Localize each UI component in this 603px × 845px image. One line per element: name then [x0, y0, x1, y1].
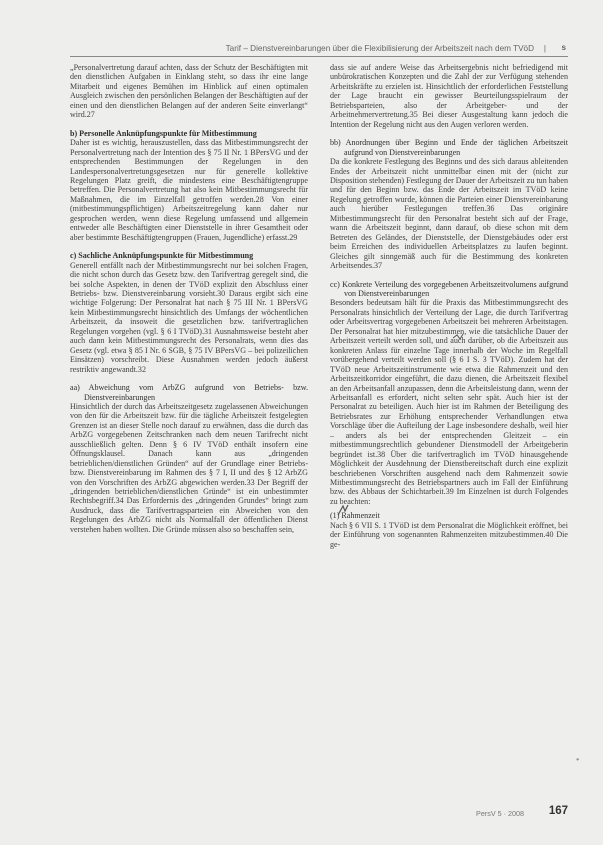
running-header-title: Tarif – Dienstvereinbarungen über die Flexibilisierung der Arbeitszeit nach dem TVöD — [225, 44, 534, 53]
section-aa-text: Hinsichtlich der durch das Arbeitszeitgesetz zugelassenen Abweichungen von den für die Arbeitszeit bzw. für die tägliche Arbeitszeit festgelegten Grenzen ist an dieser Stelle noch darauf zu erwähnen, dass die durch das ArbZG vorgegebenen Zeitschranken nach dem neuen Tarifrecht nicht ausschließlich gelten. Denn § 6 IV TVöD enthält insofern eine Öffnungsklausel. Danach kann aus „dringenden betrieblichen/dienstlichen Gründen“ auf der Grundlage einer Betriebs- bzw. Dienstvereinbarung im Rahmen des § 7 I, II und des § 12 ArbZG von den Vorschriften des ArbZG abgewichen werden.33 Der Begriff der „dringenden betrieblichen/dienstlichen Gründe“ ist ein unbestimmter Rechtsbegriff.34 Das Erfordernis des „dringenden Grundes“ bringt zum Ausdruck, dass die Tarifvertragsparteien ein Abweichen von den Regelungen des ArbZG nicht als Normalfall der öffentlichen Dienst verstehen haben wollten. Die Gründe müssen also so beschaffen sein, — [70, 401, 308, 534]
running-header — [70, 42, 568, 57]
left-intro-paragraph: „Personalvertretung darauf achten, dass der Schutz der Beschäftigten mit den dienstlichen Aufgaben in Einklang steht, so dass ihr eine lange Mitarbeit und eigenes Bemühen im Hinblick auf einen optimalen Ausgleich zwischen den persönlichen Belangen der Beschäftigten auf der einen und den dienstlichen Belangen auf der anderen Seite einverlangt“ wird.27 — [70, 63, 308, 120]
right-column — [330, 63, 568, 549]
section-bb-heading: bb) Anordnungen über Beginn und Ende der täglichen Arbeitszeit aufgrund von Dienstvereinbarungen — [330, 138, 568, 157]
left-column — [70, 63, 308, 534]
section-c-heading: c) Sachliche Anknüpfungspunkte für Mitbestimmung — [70, 251, 254, 261]
section-aa-heading: aa) Abweichung vom ArbZG aufgrund von Betriebs- bzw. Dienstvereinbarungen — [70, 383, 308, 402]
pen-tick-icon — [452, 333, 464, 341]
section-bb-text: Da die konkrete Festlegung des Beginns und des sich daraus ableitenden Endes der Arbeitszeit nicht unmittelbar einen mit der (nicht zur Disposition stehenden) Festlegung der Dauer der Arbeitszeit zu tun haben und für den Beginn bzw. das Ende der Arbeitszeit im TVöD keine Regelung getroffen wurde, können die Parteien einer Dienstvereinbarung auch hierüber Festlegungen treffen.36 Das originäre Mitbestimmungsrecht für den Personalrat besteht sich auf der Frage, wann die Arbeitszeit beginnt, dann darauf, ob diese schon mit dem Betreten des Geländes, der Dienststelle, der Dienstgebäudes oder erst beim Erreichen des individuellen Arbeitsplatzes zu laufen beginnt. Gleiches gilt sinngemäß auch für die Bestimmung des konkreten Arbeitsendes.37 — [330, 157, 568, 271]
section-cc-text: Besonders bedeutsam hält für die Praxis das Mitbestimmungsrecht des Personalrats hinsichtlich der Verteilung der Lage, die durch Tarifvertrag oder Arbeitsvertrag vorgegebenen Arbeitszeit bei mehreren Arbeitstagen. Der Personalrat hat hier mitzubestimmen, wie die tatsächliche Dauer der Arbeitszeit verteilt werden soll, und auch darüber, ob die Arbeitszeit aus konkreten Anlass für einzelne Tage innerhalb der Woche im Regelfall vorübergehend verteilt werden soll (§ 6 I S. 3 TVöD). Zudem hat der TVöD neue Arbeitszeitinstrumente wie etwa die Rahmenzeit und den Arbeitszeitkorridor eingeführt, die dazu dienen, die Arbeitszeit flexibel an den Arbeitsanfall anzupassen, denn die Arbeitsleistung dann, wenn der Arbeitsanfall es erfordert, nicht selten sehr spät. Auch hier ist der Personalrat zu beteiligen. Auch hier ist im Rahmen der Beteiligung des Betriebsrates zur Erhöhung entsprechender Verhandlungen etwa Vorschläge über die Aufteilung der Lage insbesondere deshalb, weil hier – anders als bei der entsprechenden Gleitzeit – ein mitbestimmungsrechtlich gebundener Dienstmodell der Arbeitgeberin begründet ist.38 Über die tarifvertraglich im TVöD hinausgehende Möglichkeit der Ausdehnung der Dienstbereitschaft durch eine explizit beschriebenen Vorschriften ausgehend nach dem Rahmenzeit sowie Mitbestimmungsrecht des Betriebspartners auch im Fall der Einführung bzw. des Abbaus der Schichtarbeit.39 Im Einzelnen ist durch Folgendes zu beachten: — [330, 298, 568, 506]
footer-journal: PersV 5 · 2008 — [476, 809, 524, 818]
section-c-text: Generell entfällt nach der Mitbestimmungsrecht nur bei solchen Fragen, die nicht schon durch das Gesetz bzw. den Tarifvertrag geregelt sind, die bei solche Aspekten, in denen der TVöD explizit den Abschluss einer Betriebs- bzw. Dienstvereinbarung vorsieht.30 Daraus ergibt sich eine wichtige Folgerung: Der Personalrat hat nach § 75 III Nr. 1 BPersVG kein Mitbestimmungsrecht hinsichtlich des Umfangs der wöchentlichen Arbeitszeit, da insoweit die gesetzlichen bzw. tarifvertraglichen Regelungen vorgehen (vgl. § 6 I TVöD).31 Ausnahmsweise besteht aber auch dann kein Mitbestimmungsrecht des Personalrats, wenn dies das Gesetz (vgl. etwa § 85 I Nr. 6 SGB, § 75 IV BPersVG – bei polizeilichen Einsätzen) vorschreibt. Diese Ausnahmen werden jedoch äußerst restriktiv angewandt.32 — [70, 260, 308, 374]
page-footer — [330, 805, 568, 821]
section-b-text: Daher ist es wichtig, herauszustellen, dass das Mitbestimmungsrecht der Personalvertretung nach der Intention des § 75 II Nr. 1 BPersVG und der entsprechenden Bestimmungen der Regelungen in den Landespersonalvertretungsgesetzen nur für generelle kollektive Regelungen Platz greift, die mindestens eine Beschäftigtengruppe betreffen. Die Personalvertretung hat also kein Mitbestimmungsrecht für Maßnahmen, die im Einzelfall getroffen werden.28 Von einer (mitbestimmungspflichtigen) Arbeitszeitregelung kann daher nur gesprochen werden, wenn diese Regelung umfassend und allgemein entweder alle Beschäftigten einer Dienststelle in ihrer Gesamtheit oder aber bestimmte Beschäftigtengruppen (Frauen, Jugendliche) erfasst.29 — [70, 138, 308, 242]
running-header-mark: s — [561, 43, 566, 52]
page-number: 167 — [548, 805, 568, 817]
section-cc-heading: cc) Konkrete Verteilung des vorgegebenen Arbeitszeitvolumens aufgrund von Dienstvereinbarungen — [330, 279, 568, 298]
right-intro-paragraph: dass sie auf andere Weise das Arbeitsergebnis nicht befriedigend mit unbürokratischen Konzepten und die Zahl der zur Verfügung stehenden Arbeitskräfte zu erzielen ist. Hinsichtlich der erforderlichen Feststellung der Lage braucht ein gewisser Beurteilungsspielraum der Betriebsparteien, also der Arbeitgeber- und der Arbeitnehmervertretung.35 Bei dieser Ausgestaltung kann jedoch die Intention der Regelung nicht aus den Augen verloren werden. — [330, 63, 568, 129]
section-i-text: Nach § 6 VII S. 1 TVöD ist dem Personalrat die Möglichkeit eröffnet, bei der Einführung von sogenannten Rahmenzeiten mitzubestimmen.40 Die ge- — [330, 520, 568, 549]
pen-mark-icon — [336, 503, 350, 517]
margin-note: * — [576, 757, 580, 765]
section-b-heading: b) Personelle Anknüpfungspunkte für Mitbestimmung — [70, 128, 257, 138]
running-header-separator: | — [543, 44, 546, 53]
section-i-heading: (1) Rahmenzeit — [330, 511, 380, 521]
